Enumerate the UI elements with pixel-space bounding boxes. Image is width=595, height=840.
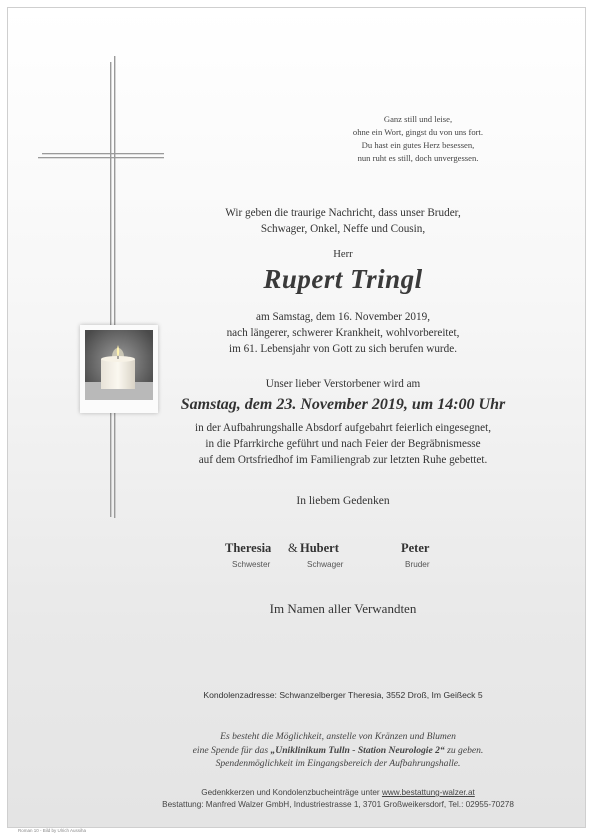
poem-line: Du hast ein gutes Herz besessen,	[361, 140, 475, 150]
mourner-relation: Schwager	[307, 560, 344, 569]
donation-line: Spendenmöglichkeit im Eingangsbereich der Aufbahrungshalle.	[215, 758, 461, 769]
donation-text: zu geben.	[444, 744, 484, 756]
donation-notice	[88, 730, 588, 771]
donation-line: Es besteht die Möglichkeit, anstelle von Kränzen und Blumen	[220, 731, 456, 742]
condolence-address: Kondolenzadresse: Schwanzelberger Theresia, 3552 Droß, Im Geißeck 5	[203, 690, 483, 700]
footer-line	[88, 787, 588, 799]
funeral-intro: Unser lieber Verstorbener wird am	[265, 378, 421, 390]
intro-line: Wir geben die traurige Nachricht, dass unser Bruder,	[225, 207, 461, 219]
mourner-relation: Schwester	[232, 560, 271, 569]
poem-line: Ganz still und leise,	[383, 114, 453, 124]
footer-text: Gedenkkerzen und Kondolenzbucheinträge unter	[201, 788, 382, 797]
funeral-detail-line: auf dem Ortsfriedhof im Familiengrab zur letzten Ruhe gebettet.	[198, 454, 488, 466]
death-info-line: am Samstag, dem 16. November 2019,	[256, 311, 430, 323]
salutation: Herr	[333, 249, 353, 260]
poem-line: nun ruht es still, doch unvergessen.	[357, 153, 479, 163]
mourner-ampersand: &	[288, 541, 298, 555]
image-credit: Roman 10 - Bild by Ulrich Aussiha	[18, 828, 87, 833]
intro-text	[148, 205, 538, 237]
candle-icon	[80, 325, 158, 413]
footer-line: Bestattung: Manfred Walzer GmbH, Industriestrasse 1, 3701 Großweikersdorf, Tel.: 02955-70278	[162, 799, 514, 809]
intro-line: Schwager, Onkel, Neffe und Cousin,	[260, 223, 426, 235]
mourner-name: Hubert	[300, 541, 339, 555]
mourner-name: Peter	[401, 541, 430, 555]
funeral-date: Samstag, dem 23. November 2019, um 14:00 Uhr	[180, 396, 506, 413]
poem	[308, 113, 528, 165]
poem-line: ohne ein Wort, gingst du von uns fort.	[352, 127, 484, 137]
donation-recipient: „Uniklinikum Tulln - Station Neurologie 2“	[270, 744, 445, 756]
mourner-relation: Bruder	[405, 560, 430, 569]
funeral-details	[148, 420, 538, 468]
death-info-line: nach längerer, schwerer Krankheit, wohlvorbereitet,	[226, 327, 460, 339]
candle-photo	[80, 325, 158, 413]
donation-line	[88, 744, 588, 758]
deceased-name: Rupert Tringl	[263, 264, 423, 294]
website-link[interactable]: www.bestattung-walzer.at	[381, 788, 475, 797]
remembrance-line: In liebem Gedenken	[296, 495, 390, 507]
obituary-card	[7, 7, 586, 828]
mourner-name: Theresia	[225, 541, 272, 555]
family-line: Im Namen aller Verwandten	[269, 601, 417, 616]
death-info-line: im 61. Lebensjahr von Gott zu sich berufen wurde.	[228, 343, 458, 355]
funeral-detail-line: in der Aufbahrungshalle Absdorf aufgebahrt feierlich eingesegnet,	[194, 422, 492, 434]
funeral-detail-line: in die Pfarrkirche geführt und nach Feier der Begräbnismesse	[205, 438, 481, 450]
death-info	[148, 309, 538, 357]
footer	[88, 787, 588, 810]
donation-text: eine Spende für das	[192, 744, 271, 756]
